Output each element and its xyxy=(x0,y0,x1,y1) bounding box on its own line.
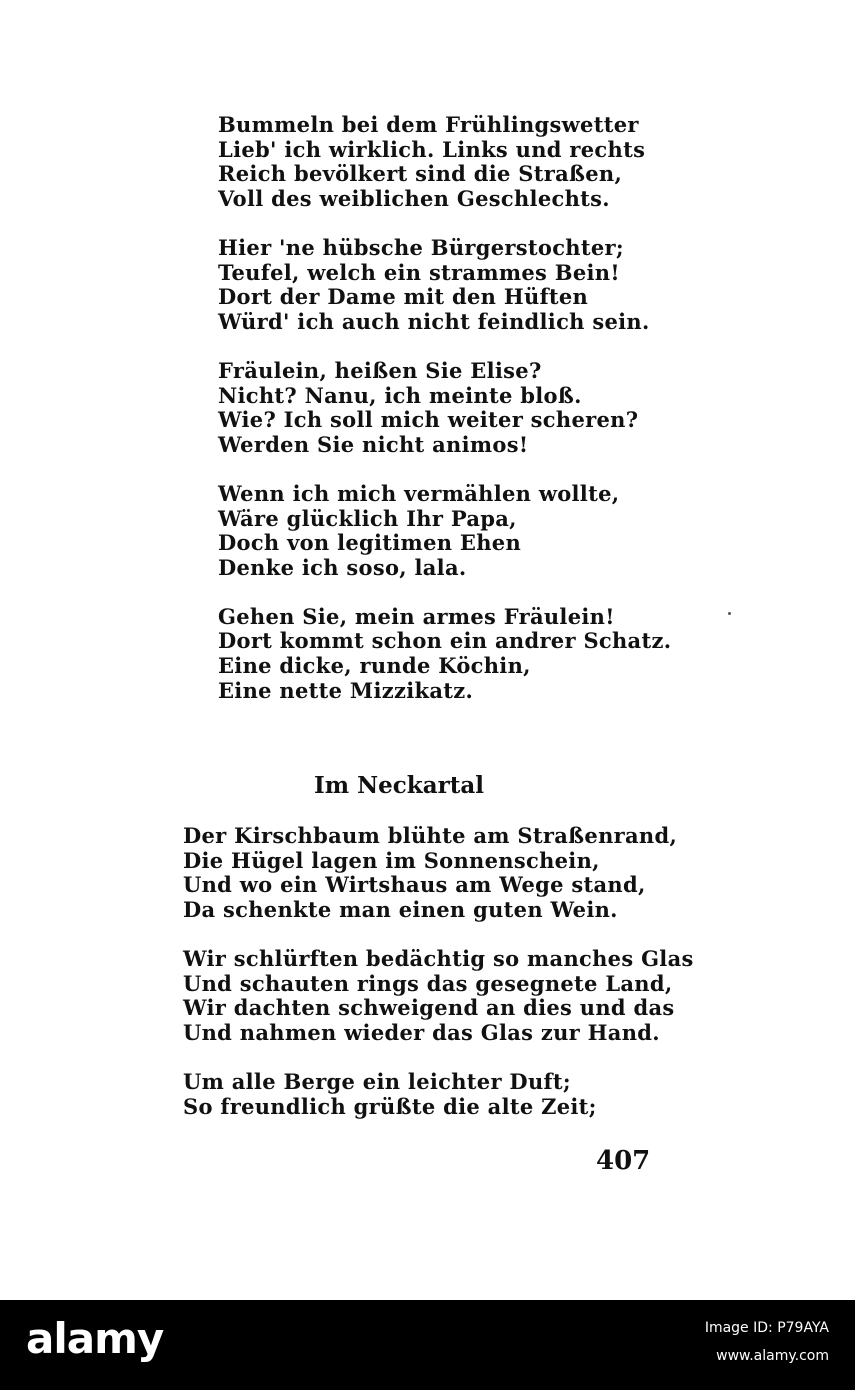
verse-line: Um alle Berge ein leichter Duft; xyxy=(183,1068,571,1094)
verse-line: Wir schlürften bedächtig so manches Glas xyxy=(183,945,694,971)
print-speck xyxy=(728,612,731,615)
verse-line: Werden Sie nicht animos! xyxy=(218,431,529,457)
verse-line: Und nahmen wieder das Glas zur Hand. xyxy=(183,1019,660,1045)
verse-line: Doch von legitimen Ehen xyxy=(218,530,522,556)
verse-line: Voll des weiblichen Geschlechts. xyxy=(218,185,610,211)
verse-line: Eine nette Mizzikatz. xyxy=(218,677,474,703)
footer-url: www.alamy.com xyxy=(716,1348,829,1364)
verse-line: Wäre glücklich Ihr Papa, xyxy=(218,505,517,531)
verse-line: Und schauten rings das gesegnete Land, xyxy=(183,970,673,996)
verse-line: Bummeln bei dem Frühlingswetter xyxy=(218,112,639,137)
alamy-logo: alamy xyxy=(26,1314,164,1363)
verse-line: Die Hügel lagen im Sonnenschein, xyxy=(183,847,600,873)
verse-line: Eine dicke, runde Köchin, xyxy=(218,653,531,679)
stanza xyxy=(183,1070,694,1119)
watermark-footer xyxy=(0,1300,855,1390)
poem-2 xyxy=(183,824,694,1119)
stanza xyxy=(218,605,671,703)
verse-line: Wenn ich mich vermählen wollte, xyxy=(218,480,620,506)
verse-line: Wir dachten schweigend an dies und das xyxy=(183,995,675,1021)
verse-line: Gehen Sie, mein armes Fräulein! xyxy=(218,603,615,629)
verse-line: Denke ich soso, lala. xyxy=(218,554,467,580)
stanza xyxy=(183,947,694,1045)
verse-line: Fräulein, heißen Sie Elise? xyxy=(218,357,542,383)
verse-line: Würd' ich auch nicht feindlich sein. xyxy=(218,308,650,334)
verse-line: Dort der Dame mit den Hüften xyxy=(218,284,589,310)
verse-line: Nicht? Nanu, ich meinte bloß. xyxy=(218,382,582,408)
verse-line: Lieb' ich wirklich. Links und rechts xyxy=(218,136,646,162)
image-id: Image ID: P79AYA xyxy=(704,1320,829,1336)
verse-line: Reich bevölkert sind die Straßen, xyxy=(218,161,623,187)
verse-line: So freundlich grüßte die alte Zeit; xyxy=(183,1093,597,1119)
stanza xyxy=(218,482,671,580)
poem-1 xyxy=(218,113,671,703)
verse-line: Der Kirschbaum blühte am Straßenrand, xyxy=(183,823,678,848)
verse-line: Hier 'ne hübsche Bürgerstochter; xyxy=(218,234,624,260)
stanza xyxy=(218,359,671,457)
verse-line: Und wo ein Wirtshaus am Wege stand, xyxy=(183,872,646,898)
verse-line: Da schenkte man einen guten Wein. xyxy=(183,896,618,922)
stanza xyxy=(218,113,671,211)
verse-line: Dort kommt schon ein andrer Schatz. xyxy=(218,628,672,654)
page-number: 407 xyxy=(596,1146,651,1176)
verse-line: Teufel, welch ein strammes Bein! xyxy=(218,259,620,285)
stanza xyxy=(183,824,694,922)
poem-title: Im Neckartal xyxy=(314,772,484,799)
stanza xyxy=(218,236,671,334)
verse-line: Wie? Ich soll mich weiter scheren? xyxy=(218,407,639,433)
